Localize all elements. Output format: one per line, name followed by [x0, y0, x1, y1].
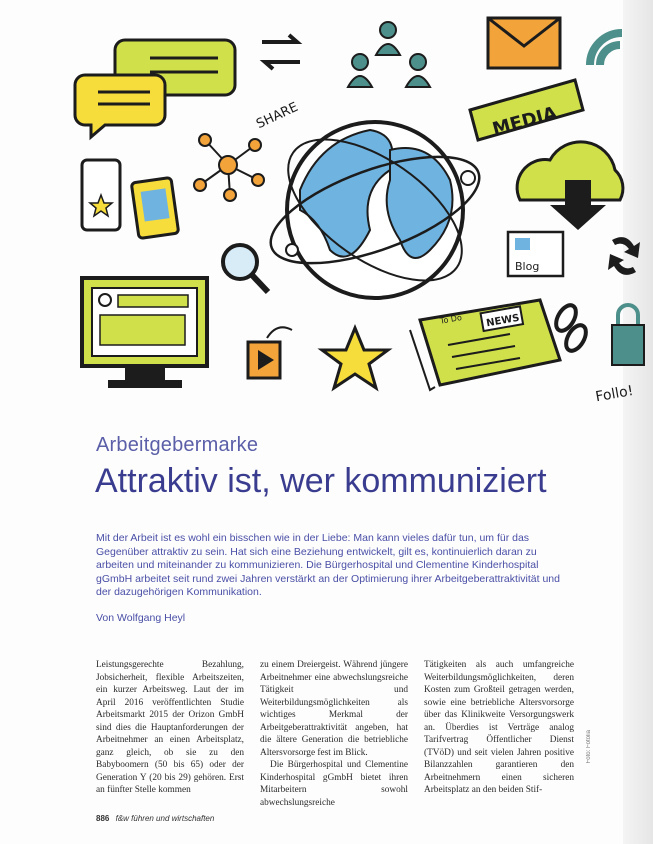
photo-credit: Foto: Fotolia	[586, 730, 592, 764]
article-author: Von Wolfgang Heyl	[96, 612, 186, 624]
text-column-2	[260, 659, 408, 809]
link-icon	[552, 302, 590, 354]
follow-label: Follo!	[594, 382, 635, 406]
envelope-icon	[488, 18, 560, 68]
share-label: SHARE	[254, 99, 301, 133]
star-icon	[322, 328, 388, 388]
lock-icon	[612, 305, 644, 365]
phone-icon	[82, 160, 179, 239]
network-icon	[194, 134, 264, 201]
people-icon	[348, 22, 430, 87]
monitor-icon	[82, 278, 207, 388]
newspaper-icon	[410, 300, 560, 390]
magazine-name: f&w führen und wirtschaften	[115, 814, 215, 823]
news-label: NEWS	[485, 312, 521, 330]
refresh-icon	[608, 237, 640, 275]
article-kicker: Arbeitgebermarke	[96, 434, 259, 456]
cloud-download-icon	[517, 142, 623, 230]
play-icon	[248, 327, 292, 378]
magnifier-icon	[223, 245, 268, 292]
text-column-3	[424, 659, 574, 797]
speech-bubbles-icon	[75, 40, 235, 137]
page-number: 886	[96, 814, 110, 823]
column-3-paragraph: Tätigkeiten als auch umfangreiche Weiterbildungsmöglichkeiten, deren Kosten zum Großteil getragen werden, sowie eine betriebliche Altersvorsorge über das Klinikweite Versorgungswerk an. Überdies ist Verträge analog Tarifvertrag Öffentlicher Dienst (TVöD) und seit vielen Jahren positive Bilanzzahlen garantieren den Arbeitnehmern einen sicheren Arbeitsplatz an den beiden Stif-	[424, 660, 574, 795]
social-media-illustration	[0, 0, 653, 420]
todo-label: To Do	[439, 312, 463, 326]
text-column-1	[96, 659, 244, 797]
article-lead: Mit der Arbeit ist es wohl ein bisschen wie in der Liebe: Man kann vieles dafür tun, um für das Gegenüber attraktiv zu sein. Hat sich eine Beziehung entwickelt, gilt es, kontinuierlich daran zu arbeiten und miteinander zu kommunizieren. Die Bürgerhospital und Clementine Kinderhospital gGmbH arbeitet seit rund zwei Jahren verstärkt an der Optimierung ihrer Arbeitgeberattraktivität und der dazugehörigen Kommunikation.	[96, 532, 560, 598]
blog-icon	[508, 232, 563, 276]
column-2-paragraph-2: Die Bürgerhospital und Clementine Kinderhospital gGmbH bietet ihren Mitarbeitern sowohl abwechslungsreiche	[260, 760, 408, 808]
column-2-paragraph-1: zu einem Dreiergeist. Während jüngere Arbeitnehmer eine abwechslungsreiche Tätigkeit und Weiterbildungsmöglichkeiten als wichtiges Merkmal der Arbeitgeberattraktivität angeben, hat die ältere Generation die betriebliche Altersvorsorge fest im Blick.	[260, 660, 408, 758]
media-label: MEDIA	[490, 102, 560, 141]
globe-icon	[258, 112, 492, 309]
page-footer	[96, 814, 214, 823]
media-banner	[470, 80, 583, 140]
article-headline: Attraktiv ist, wer kommuniziert	[95, 462, 547, 500]
wifi-icon	[590, 33, 622, 65]
arrows-icon	[262, 35, 300, 69]
blog-label: Blog	[515, 260, 540, 273]
column-1-paragraph: Leistungsgerechte Bezahlung, Jobsicherheit, flexible Arbeitszeiten, ein kurzer Arbeitsweg. Laut der im April 2016 veröffentlichten Studie Arbeitsmarkt 2015 der Orizon GmbH sind dies die Hauptanforderungen der Arbeitnehmer an einen Arbeitsplatz, ganz gleich, ob sie zu den Babyboomern (50 bis 65) oder der Generation Y (20 bis 29) gehören. Erst an fünfter Stelle kommen	[96, 660, 244, 795]
